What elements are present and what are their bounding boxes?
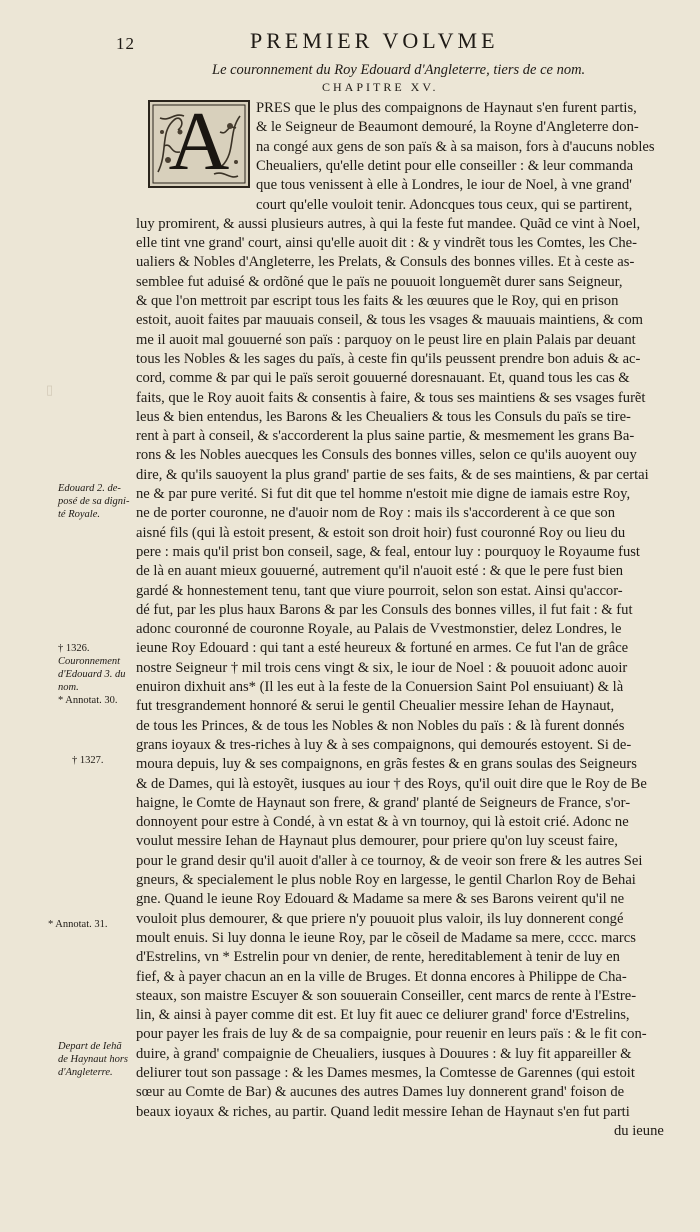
margin-note-1326 (58, 642, 125, 707)
margin-note-line: † 1326. (58, 643, 90, 654)
running-title: PREMIER VOLVME (250, 28, 499, 53)
text-line: ne de porter couronne, ne d'auoir nom de Roy : mais ils s'accorderent à ce que son (136, 506, 615, 521)
margin-note-edouard2 (58, 482, 129, 521)
text-line: grans ioyaux & tres-riches à luy & à ses compaignons, qui demourés estoyent. Si de- (136, 737, 632, 753)
margin-note-line: de Haynaut hors (58, 1054, 128, 1065)
text-line: adonc couronné de couronne Royale, au Palais de Vvestmonstier, delez Londres, le (136, 622, 622, 637)
page-number: 12 (116, 34, 135, 53)
chapter-title: Le couronnement du Roy Edouard d'Angleterre, tiers de ce nom. (212, 62, 586, 78)
margin-note-line: Couronnement (58, 656, 121, 667)
margin-note-line: † 1327. (72, 755, 104, 766)
decorated-initial (148, 100, 250, 188)
text-line: beaux ioyaux & riches, au partir. Quand ledit messire Iehan de Haynaut s'en fut parti (136, 1104, 630, 1120)
text-line: gne. Quand le ieune Roy Edouard & Madame sa mere & ses Barons veirent qu'il ne (136, 892, 625, 907)
text-line: ne & par pure verité. Si fut dit que tel homme n'estoit mie digne de iamais estre Roy, (136, 487, 631, 502)
text-line: & le Seigneur de Beaumont demouré, la Royne d'Angleterre don- (256, 120, 639, 135)
text-line: enuiron dixhuit ans* (Il les eut à la feste de la Conuersion Saint Pol ensuiuant) & là (136, 680, 624, 695)
chapter-number: CHAPITRE XV. (322, 80, 439, 94)
text-line: pere : mais qu'il prist bon conseil, sage, & feal, entour luy : pourquoy le Royaume fust (136, 544, 640, 560)
margin-note-line: * Annotat. 30. (58, 695, 118, 706)
text-line: sœur au Comte de Bar) & aucunes des autres Dames luy donnerent grand' foison de (136, 1085, 625, 1100)
text-line: me il auoit mal gouuerné son païs : parquoy on le peust lire en plain Palais par deuant (136, 332, 636, 348)
text-line: dire, & qu'ils sauoyent la plus grand' partie de ses faits, & de ses maintiens, & par certai (136, 467, 649, 483)
text-line: na congé aux gens de son païs & à sa maison, fors à d'aucuns nobles (256, 139, 655, 155)
text-line: leus & bien entendus, les Barons & les Cheualiers & tous les Consuls du païs se tire- (136, 409, 631, 425)
text-line: vouloit plus demourer, & que priere n'y pouuoit plus valoir, ils luy donnerent congé (136, 911, 624, 927)
text-line: semblee fut aduisé & ordõné que le païs ne pouuoit longuemẽt durer sans Seigneur, (136, 274, 623, 290)
text-line: aisné fils (qui là estoit present, & estoit son droit hoir) fust couronné Roy ou lieu du (136, 525, 626, 541)
text-line: duire, à grand' compaignie de Cheualiers, iusques à Douures : & luy fit appareiller & (136, 1046, 632, 1062)
text-line: moura depuis, luy & ses compaignons, en grãs festes & en grans soulas des Seigneurs (136, 757, 637, 772)
margin-note-line: té Royale. (58, 509, 100, 520)
text-line: de là en auant mieux gouuerné, autrement qu'il n'auoit esté : & que le pere fust bien (136, 564, 624, 579)
text-line: luy promirent, & aussi plusieurs autres, à qui la feste fut mandee. Quãd ce vint à Noel, (136, 216, 641, 232)
text-line: moult enuis. Si luy donna le ieune Roy, par le cõseil de Madame sa mere, cccc. marcs (136, 930, 636, 946)
text-line: nostre Seigneur † mil trois cens vingt & six, le iour de Noel : & pouuoit adonc auoir (136, 660, 628, 676)
text-line: fief, & à payer chacun an en la ville de Bruges. Et donna encores à Philippe de Cha- (136, 969, 627, 985)
text-line: de tous les Princes, & de tous les Nobles & non Nobles du païs : & là furent donnés (136, 718, 625, 734)
text-line: & de Dames, qui là estoyẽt, iusques au iour † des Roys, qu'il ouit dire que le Roy de Be (136, 776, 647, 792)
margin-note-line: nom. (58, 682, 79, 693)
text-line: pour payer les frais de luy & de sa compaignie, pour reuenir en leurs païs : & le fit con- (136, 1027, 647, 1042)
text-line: deliurer tout son passage : & les Dames mesmes, la Comtesse de Garennes (qui estoit (136, 1066, 635, 1081)
text-line: fut tresgrandement honnoré & serui le gentil Cheualier messire Iehan de Haynaut, (136, 699, 615, 714)
text-line: ieune Roy Edouard : qui tant a esté heureux & fortuné en armes. Ce fut l'an de grâce (136, 641, 629, 656)
margin-note-line: Depart de Iehã (58, 1041, 122, 1052)
margin-note-line: posé de sa digni- (58, 496, 130, 507)
text-line: lin, & ainsi à payer comme dit est. Et luy fit auec ce deliurer grand' force d'Estrelins, (136, 1008, 630, 1023)
margin-note-line: d'Angleterre. (58, 1067, 113, 1078)
text-line: voulut messire Iehan de Haynaut plus demourer, pour priere qu'on luy sceust faire, (136, 834, 618, 849)
text-line: steaux, son maistre Escuyer & son souuerain Conseiller, cent marcs de rente à l'Estre- (136, 988, 637, 1004)
margin-note-line: Edouard 2. de- (58, 483, 121, 494)
text-line: PRES que le plus des compaignons de Haynaut s'en furent partis, (256, 101, 637, 116)
text-line: gneurs, & specialement le plus noble Roy en largesse, le gentil Charlon Roy de Behai (136, 873, 636, 888)
bleed-through-mark: ▯ (46, 382, 54, 397)
text-line: court qu'elle vouloit tenir. Adoncques tous ceux, qui se partirent, (256, 197, 633, 213)
text-line: tous les Nobles & les sages du païs, à ceste fin qu'ils peussent prendre bon aduis & ac- (136, 351, 641, 367)
text-line: donnoyent pour estre à Condé, à vn estat & à vn tournoy, qui là estoit crié. Adonc ne (136, 815, 629, 830)
text-line: haigne, le Comte de Haynaut son frere, & grand' planté de Seigneurs de France, s'or- (136, 795, 631, 811)
text-line: pour le grand desir qu'il auoit d'aller à ce tournoy, & de veoir son frere & les autres Sei (136, 853, 643, 869)
margin-note-line: d'Edouard 3. du (58, 669, 126, 680)
margin-note-line: * Annotat. 31. (48, 919, 108, 930)
text-line: & que l'on mettroit par escript tous les faits & les œuures que le Roy, qui en prison (136, 294, 619, 309)
text-line: elle tint vne grand' court, ainsi qu'elle auoit dit : & y vindrẽt tous les Comtes, les Che- (136, 236, 637, 251)
text-line: Cheualiers, qu'elle detint pour elle conseiller : & leur commanda (256, 158, 634, 174)
text-line: rent à part à conseil, & s'accorderent la plus saine partie, & mesmement les grans Ba- (136, 429, 635, 444)
text-line: rons & les Nobles auecques les Consuls des bonnes villes, selon ce qu'ils auoyent ouy (136, 448, 637, 463)
text-line: cord, comme & par qui le païs seroit gouuerné doresnauant. Et, quand tous les cas & (136, 371, 630, 386)
margin-note-annotat31 (48, 918, 108, 931)
text-line: que tous venissent à elle à Londres, le iour de Noel, à vne grand' (256, 178, 632, 193)
initial-letter: A (168, 100, 230, 188)
margin-note-depart (58, 1040, 128, 1079)
text-line: d'Estrelins, vn * Estrelin pour vn denier, de rente, hereditablement à tenir de luy en (136, 950, 620, 965)
text-line: ualiers & Nobles d'Angleterre, les Prelats, & Consuls des bonnes villes. Et à ceste as- (136, 255, 635, 270)
text-line: estoit, auoit faites par mauuais conseil, & tous les vsages & mauuais maintiens, & com (136, 313, 644, 328)
margin-note-1327 (72, 754, 104, 767)
text-line: faits, que le Roy auoit faits & consentis à faire, & tous ses maintiens & ses vsages furẽt (136, 390, 646, 406)
text-line: gardé & honnestement tenu, tant que viure pourroit, selon son estat. Ainsi qu'accor- (136, 583, 623, 599)
text-line: dé fut, par les plus haux Barons & par les Consuls des bonnes villes, il fut fait : & fut (136, 602, 633, 618)
text-line: du ieune (614, 1123, 664, 1139)
